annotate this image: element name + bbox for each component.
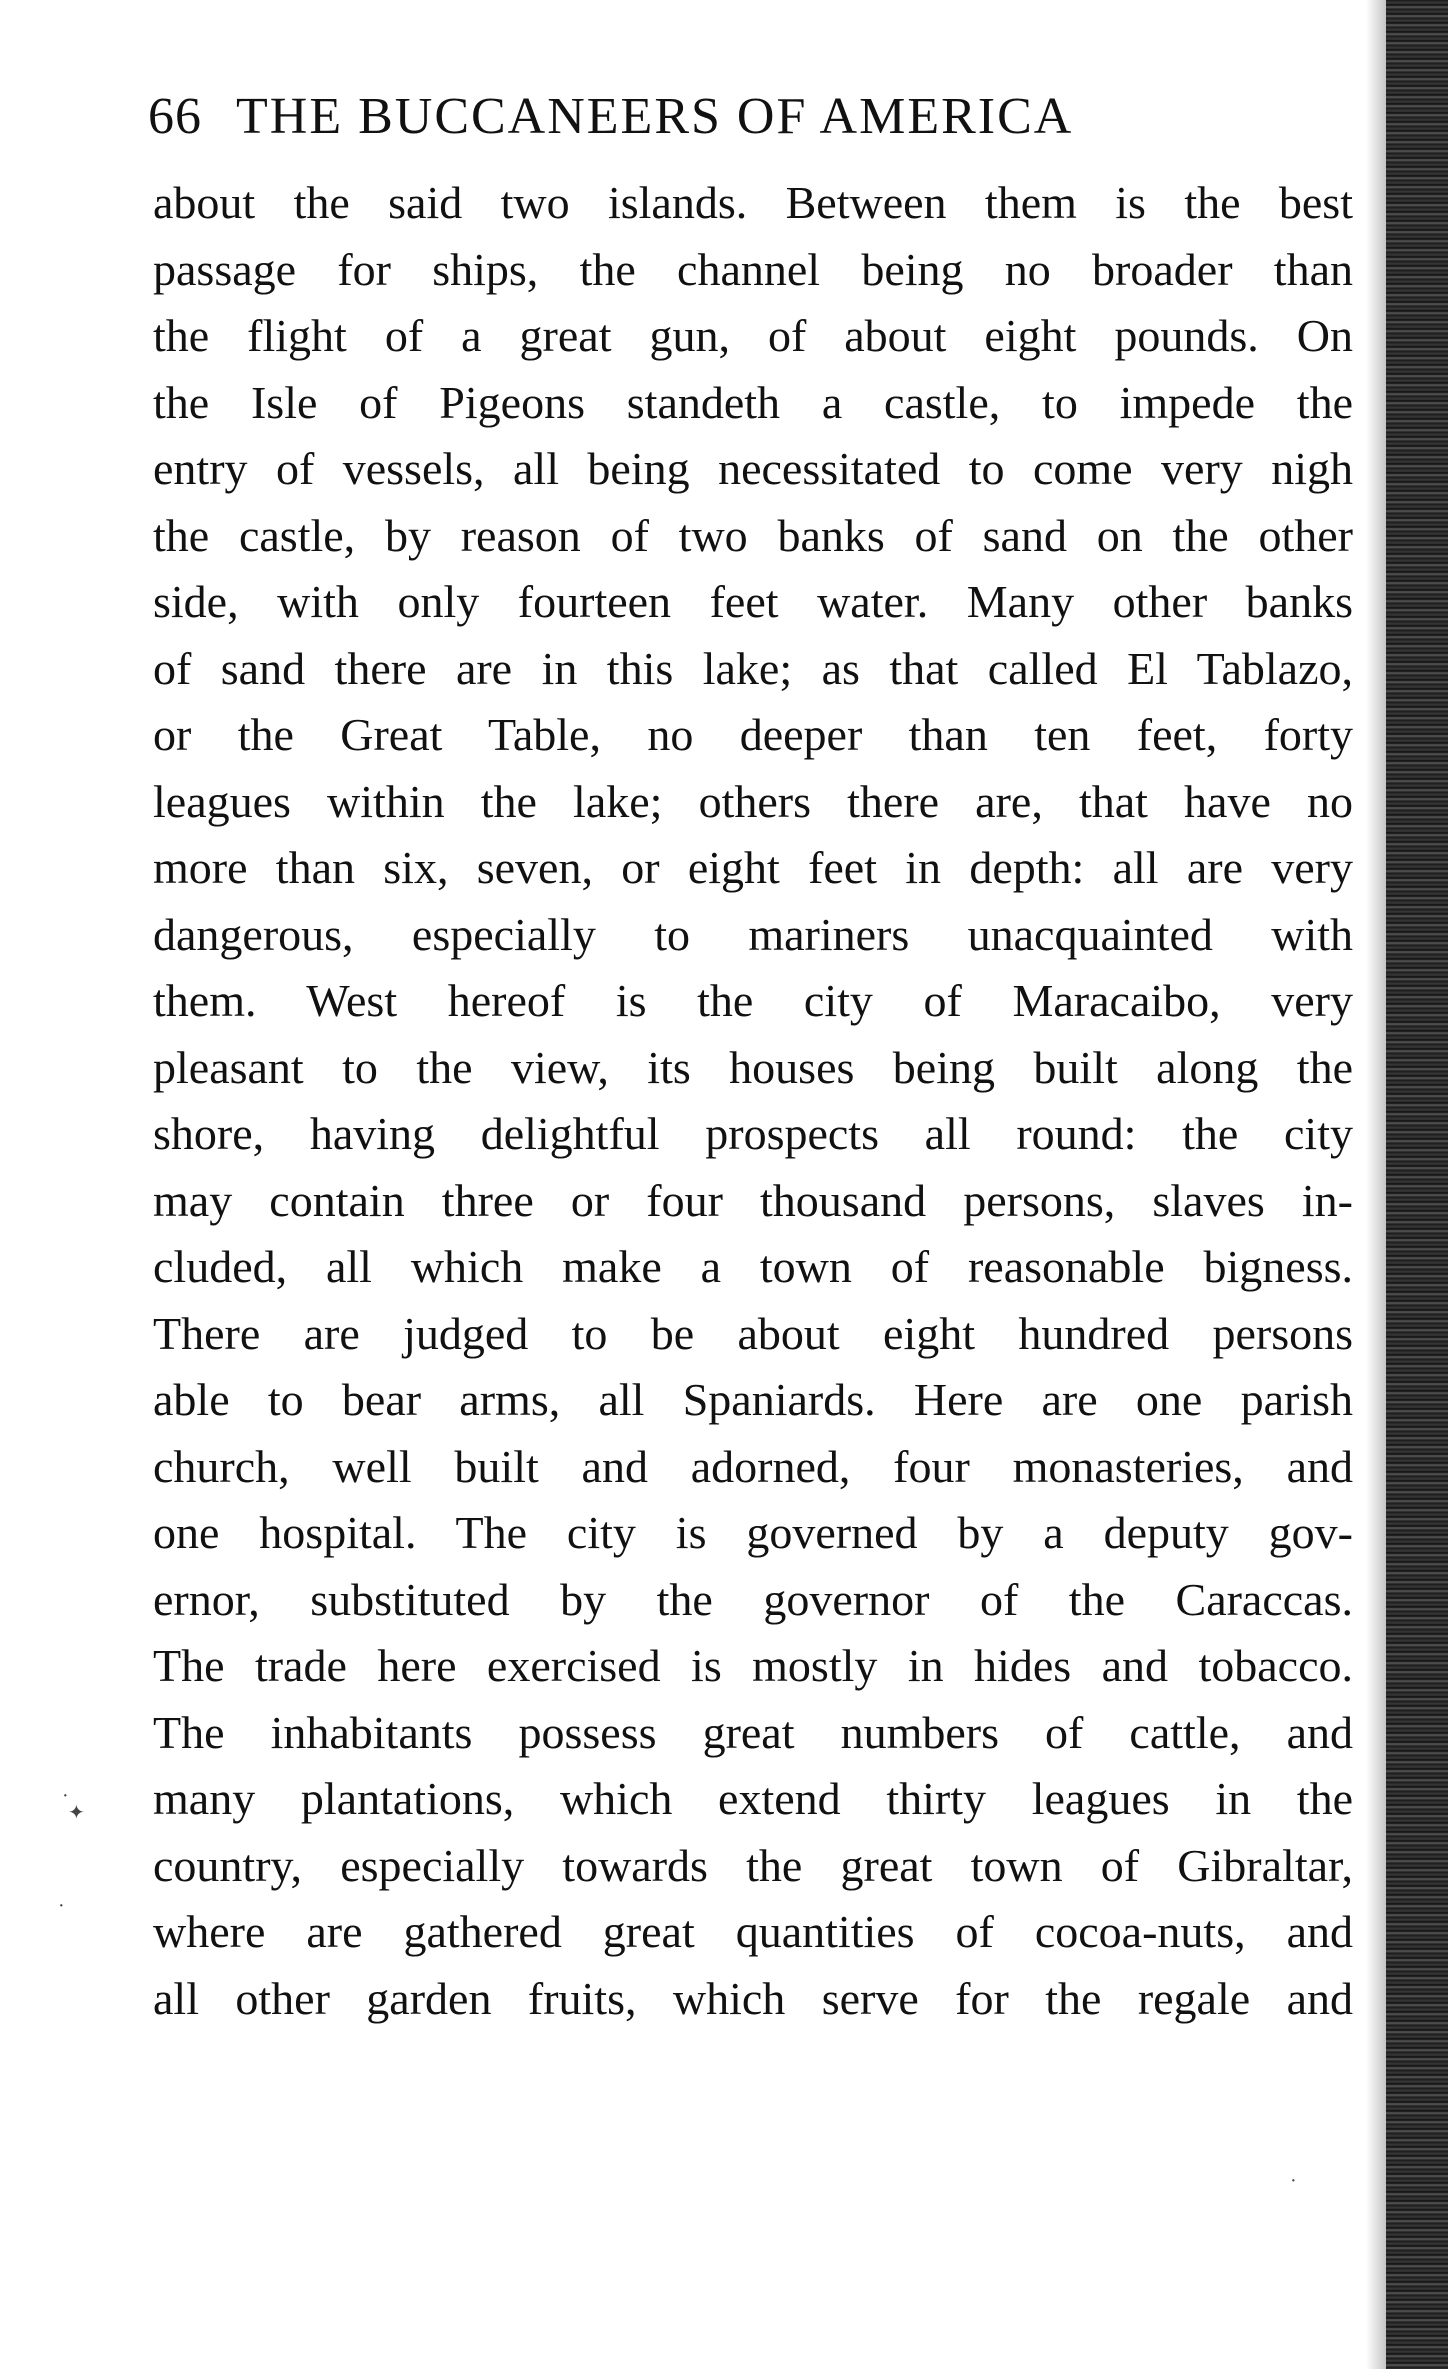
text-line: more than six, seven, or eight feet in depth: all are very <box>153 842 1353 893</box>
body-text <box>153 170 1353 2032</box>
text-line: of sand there are in this lake; as that called El Tablazo, <box>153 642 1353 694</box>
binding-edge <box>1386 0 1448 2369</box>
text-line: where are gathered great quantities of cocoa-nuts, and <box>153 1906 1353 1957</box>
text-line: There are judged to be about eight hundred persons <box>153 1307 1353 1359</box>
text-line: the castle, by reason of two banks of sand on the other <box>153 509 1353 561</box>
running-title: THE BUCCANEERS OF AMERICA <box>236 88 1074 145</box>
page-number: 66 <box>148 88 202 145</box>
text-line: cluded, all which make a town of reasonable bigness. <box>153 1241 1353 1292</box>
page-header <box>148 82 1248 152</box>
text-line: church, well built and adorned, four monasteries, and <box>153 1440 1353 1492</box>
text-line: country, especially towards the great town of Gibraltar, <box>153 1839 1353 1891</box>
text-line: may contain three or four thousand persons, slaves in- <box>153 1174 1353 1226</box>
text-line: dangerous, especially to mariners unacquainted with <box>153 908 1353 960</box>
text-line: the Isle of Pigeons standeth a castle, to impede the <box>153 376 1353 428</box>
text-line: about the said two islands. Between them is the best <box>153 177 1353 228</box>
text-line: or the Great Table, no deeper than ten feet, forty <box>153 709 1353 760</box>
text-line: The trade here exercised is mostly in hides and tobacco. <box>153 1640 1353 1691</box>
text-line: able to bear arms, all Spaniards. Here are one parish <box>153 1374 1353 1425</box>
text-line: The inhabitants possess great numbers of cattle, and <box>153 1706 1353 1758</box>
text-line: passage for ships, the channel being no broader than <box>153 243 1353 295</box>
text-line: them. West hereof is the city of Maracaibo, very <box>153 975 1353 1026</box>
text-line: leagues within the lake; others there are, that have no <box>153 775 1353 827</box>
text-line: one hospital. The city is governed by a deputy gov- <box>153 1507 1353 1558</box>
text-line: pleasant to the view, its houses being built along the <box>153 1041 1353 1093</box>
ink-speck: · <box>58 1895 65 1917</box>
text-line: the flight of a great gun, of about eight pounds. On <box>153 310 1353 361</box>
ink-speck: · <box>62 1785 69 1807</box>
binding-shadow <box>1366 0 1386 2369</box>
ink-speck: · <box>1290 2170 1297 2192</box>
text-line: side, with only fourteen feet water. Many other banks <box>153 576 1353 627</box>
text-line: ernor, substituted by the governor of the Caraccas. <box>153 1573 1353 1625</box>
text-line: all other garden fruits, which serve for the regale and <box>153 1972 1353 2024</box>
ink-speck: ✦ <box>68 1802 85 1824</box>
text-line: shore, having delightful prospects all round: the city <box>153 1108 1353 1159</box>
text-line: many plantations, which extend thirty leagues in the <box>153 1773 1353 1824</box>
text-line: entry of vessels, all being necessitated to come very nigh <box>153 443 1353 494</box>
